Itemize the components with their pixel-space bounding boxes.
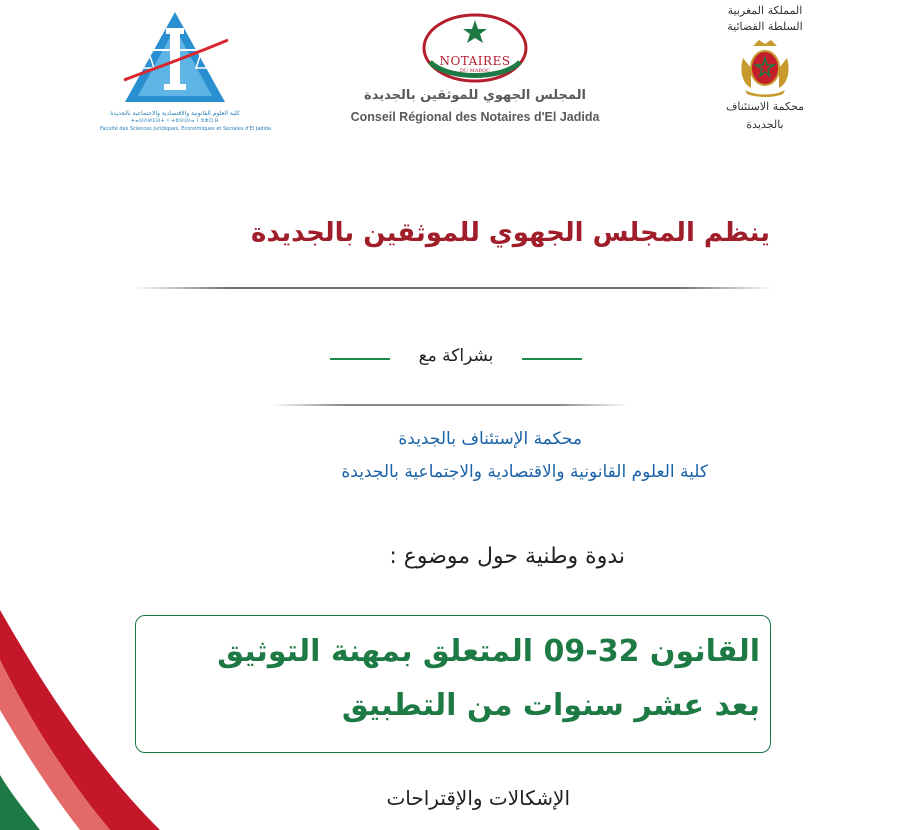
heading-divider (134, 287, 774, 289)
council-name-arabic: المجلس الجهوي للموثقين بالجديدة (364, 88, 586, 103)
notaires-logo (340, 12, 610, 132)
decorative-ribbon (0, 600, 170, 830)
court-authority-label: السلطة القضائية (727, 20, 803, 33)
faculty-scales-triangle-logo (120, 10, 230, 108)
partnership-row (330, 344, 582, 374)
partner-court-of-appeal: محكمة الإستئناف بالجديدة (398, 429, 582, 449)
faculty-name-arabic: كلية العلوم القانونية والاقتصادية والاجتماعية بالجديدة (110, 110, 240, 117)
organizer-heading: ينظم المجلس الجهوي للموثقين بالجديدة (251, 218, 770, 248)
partnership-line-left (330, 358, 390, 360)
topic-box (135, 615, 771, 753)
faculty-name-tifinagh: ⵜⴰⵙⴷⵍⵉⵙⵜ ⵏ ⵜⵓⵙⵙⵏⴰ ⵏ ⵓⵣⵔⴼ (131, 118, 219, 124)
faculty-logo (100, 10, 272, 135)
council-name-french: Conseil Régional des Notaires d'El Jadida (350, 110, 600, 124)
topic-subtitle: الإشكالات والإقتراحات (386, 786, 570, 810)
topic-title-line-2: بعد عشر سنوات من التطبيق (341, 688, 760, 723)
notaires-subtitle: DU MAROC (459, 68, 491, 74)
faculty-name-french: Faculté des Sciences Juridiques, Economiques et Sociales d'El Jadida (100, 126, 272, 132)
topic-title-line-1: القانون 32-09 المتعلق بمهنة التوثيق (217, 634, 760, 669)
court-city-label: بالجديدة (746, 118, 784, 131)
partnership-divider (270, 404, 630, 406)
court-logo (700, 2, 830, 142)
court-appeal-label: محكمة الاستئناف (725, 100, 805, 113)
partner-faculty: كلية العلوم القانونية والاقتصادية والاجتماعية بالجديدة (341, 462, 708, 482)
moroccan-coat-of-arms-icon (737, 38, 793, 98)
notaires-word: NOTAIRES (439, 54, 511, 68)
court-kingdom-label: المملكة المغربية (727, 4, 803, 17)
partnership-line-right (522, 358, 582, 360)
seminar-label: ندوة وطنية حول موضوع : (389, 544, 625, 569)
partnership-label: بشراكة مع (418, 346, 494, 366)
